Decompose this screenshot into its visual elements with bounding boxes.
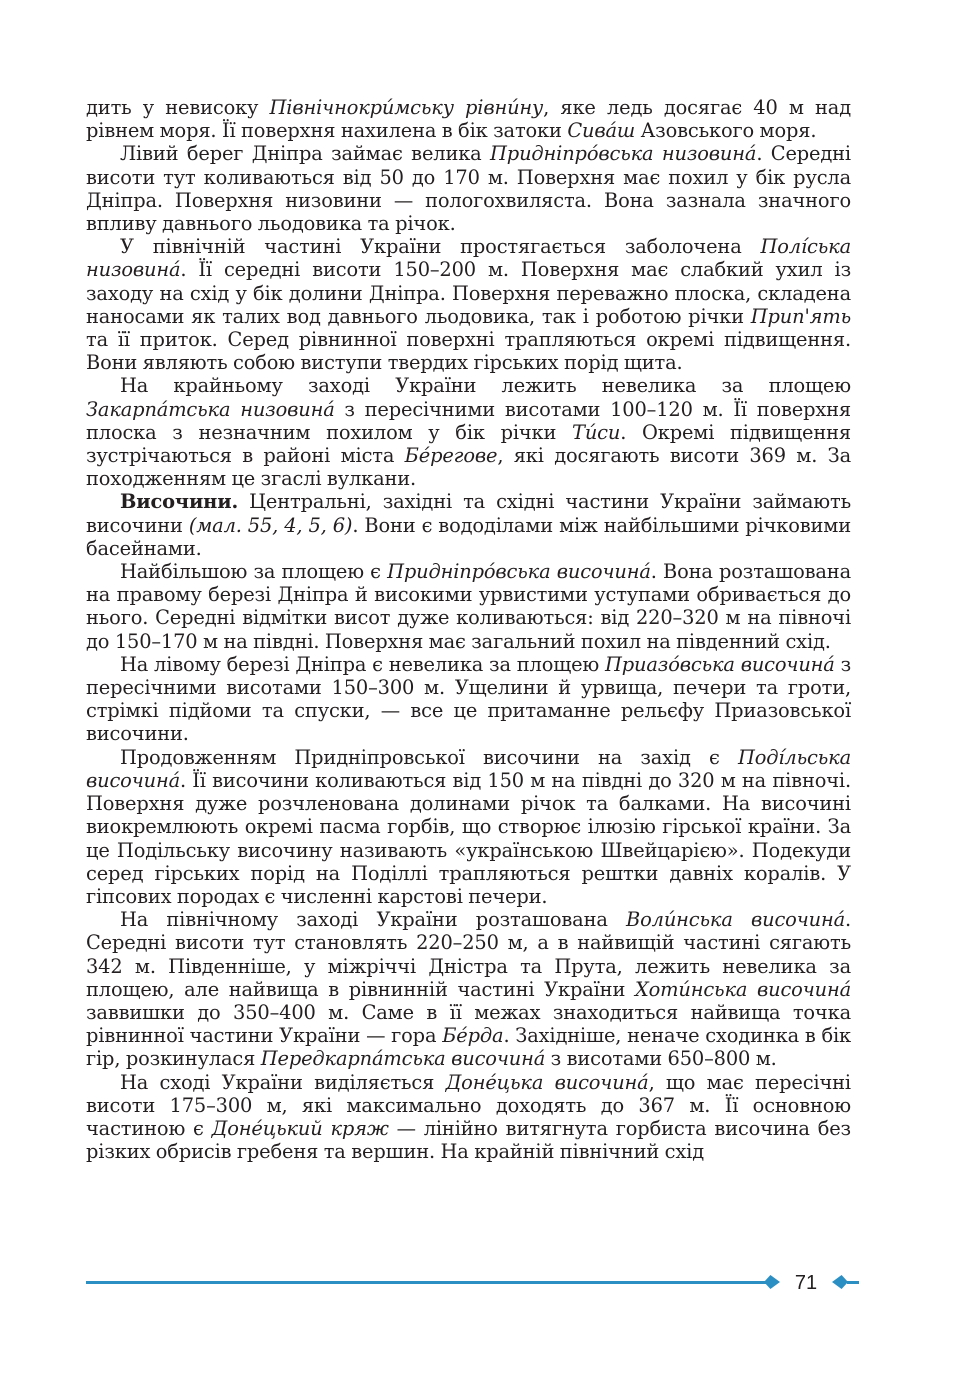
text-run: Продовженням Придніпровської височини на захід є bbox=[120, 745, 738, 769]
page-body bbox=[86, 96, 851, 1163]
text-run: , яке ледь досягає 40 м над рівнем моря. Її поверхня нахилена в бік затоки bbox=[86, 96, 851, 143]
text-run: На лівому березі Дніпра є невелика за площею bbox=[120, 652, 606, 676]
text-run: з висотами 650–800 м. bbox=[545, 1047, 777, 1071]
italic-term: Ти́си bbox=[572, 420, 621, 444]
italic-term: Воли́нська височина́ bbox=[626, 908, 845, 932]
paragraph bbox=[86, 746, 851, 908]
text-run: . Вони є вододілами між найбільшими річковими басейнами. bbox=[86, 513, 852, 560]
text-run: , що має пересічні висоти 175–300 м, які максимально доходять до 367 м. Її основною частиною є bbox=[86, 1070, 851, 1140]
text-run: Центральні, західні та східні частини України займають височини bbox=[86, 490, 851, 537]
italic-term: Бе́регове bbox=[404, 444, 498, 468]
text-run: . Західніше, неначе сходинка в бік гір, розкинулася bbox=[86, 1024, 852, 1071]
text-run: . Її височини коливаються від 150 м на півдні до 320 м на півночі. Поверхня дуже розчленована долинами річок та балками. На височині виокремлюють окремі пасма горбів, що створює ілюзію гірської країни. За це Подільську височину називають «українською Швейцарією». Подекуди серед гірських порід на Поділлі трапляються рештки давніх коралів. У гіпсових породах є численні карстові печери. bbox=[86, 768, 851, 908]
italic-term: Прип'ять bbox=[750, 304, 851, 328]
italic-term: Північнокри́мську рівни́ну bbox=[269, 96, 544, 119]
italic-term: Передкарпа́тська височина́ bbox=[260, 1047, 546, 1071]
italic-term: Закарпа́тська низовина́ bbox=[86, 397, 335, 421]
paragraph bbox=[86, 1071, 851, 1164]
text-run: Лівий берег Дніпра займає велика bbox=[120, 142, 491, 166]
text-run: , які досягають висоти 369 м. За походженням це згаслі вулкани. bbox=[86, 444, 851, 491]
leaf-ornament-right-icon bbox=[832, 1275, 848, 1289]
text-run: — лінійно витягнута горбиста височина без різких обрисів гребеня та вершин. На крайній північний схід bbox=[86, 1116, 851, 1164]
text-run: У північній частині України простягається заболочена bbox=[120, 235, 761, 259]
italic-term: Хоти́нська височина́ bbox=[634, 977, 851, 1001]
italic-term: Бе́рда bbox=[442, 1024, 504, 1048]
text-run: На північному заході України розташована bbox=[120, 908, 627, 932]
paragraph bbox=[86, 490, 851, 560]
figure-reference: (мал. 55, 4, 5, 6) bbox=[188, 513, 353, 537]
paragraph bbox=[86, 235, 851, 374]
paragraph bbox=[86, 653, 851, 746]
text-run: На сході України виділяється bbox=[120, 1070, 446, 1094]
italic-term: Доне́цька височина́ bbox=[445, 1070, 649, 1094]
text-run: . Її середні висоти 150–200 м. Поверхня має слабкий ухил із заходу на схід у бік долини Дніпра. Поверхня переважно плоска, складена наносами як талих вод давнього льодовика, так і роботою річки bbox=[86, 258, 851, 328]
leaf-ornament-left-icon bbox=[764, 1275, 780, 1289]
italic-term: Придніпро́вська низовина́ bbox=[490, 142, 757, 166]
italic-term: Придніпро́вська височина́ bbox=[387, 560, 651, 584]
paragraph bbox=[86, 142, 851, 235]
italic-term: Полі́ська низовина́ bbox=[86, 235, 851, 282]
italic-term: Приазо́вська височина́ bbox=[605, 652, 835, 676]
paragraph bbox=[86, 96, 851, 142]
bold-heading: Височини. bbox=[120, 490, 239, 514]
paragraph bbox=[86, 374, 851, 490]
page-number: 71 bbox=[794, 1272, 818, 1294]
text-run: та її приток. Серед рівнинної поверхні трапляються окремі підвищення. Вони являють собою виступи твердих гірських порід щита. bbox=[86, 328, 851, 375]
italic-term: Сива́ш bbox=[567, 119, 636, 143]
text-run: з пересічними висотами 150–300 м. Ущелини й урвища, печери та гроти, стрімкі підйоми та спуски, — все це притаманне рельєфу Приазовської височини. bbox=[86, 652, 851, 746]
paragraph bbox=[86, 908, 851, 1070]
text-run: . Вона розташована на правому березі Дніпра й високими урвистими уступами обривається до нього. Середні відмітки висот дуже коливаються: від 220–320 м на півночі до 150–170 м на півдні. Поверхня має загальний похил на південний схід. bbox=[86, 560, 851, 653]
footer-rule bbox=[86, 1281, 766, 1284]
italic-term: Доне́цький кряж bbox=[211, 1116, 389, 1140]
italic-term: Поді́льська височина́ bbox=[86, 745, 851, 792]
text-run: Азовського моря. bbox=[635, 119, 817, 143]
footer-rule-tail bbox=[847, 1281, 859, 1284]
page-footer bbox=[0, 1268, 963, 1298]
text-run: з пересічними висотами 100–120 м. Її поверхня плоска з незначним похилом у бік річки bbox=[86, 397, 851, 444]
text-run: . Середні висоти тут становлять 220–250 м, а в найвищій частині сягають 342 м. Південніше, у міжріччі Дністра та Прута, лежить невелика за площею, але найвища в рівнинній частині України bbox=[86, 908, 852, 1001]
paragraph bbox=[86, 560, 851, 653]
text-run: дить у невисоку bbox=[86, 96, 270, 119]
text-run: . Окремі підвищення зустрічаються в районі міста bbox=[86, 420, 851, 468]
text-run: заввишки до 350–400 м. Саме в її межах знаходиться найвища точка рівнинної частини України — гора bbox=[86, 1000, 851, 1048]
text-run: Найбільшою за площею є bbox=[120, 560, 388, 584]
text-run: На крайньому заході України лежить невелика за площею bbox=[120, 374, 851, 398]
text-run: . Середні висоти тут коливаються від 50 до 170 м. Поверхня має похил у бік русла Дніпра. Поверхня низовини — пологохвиляста. Вона зазнала значного впливу давнього льодовика та річок. bbox=[86, 142, 851, 236]
